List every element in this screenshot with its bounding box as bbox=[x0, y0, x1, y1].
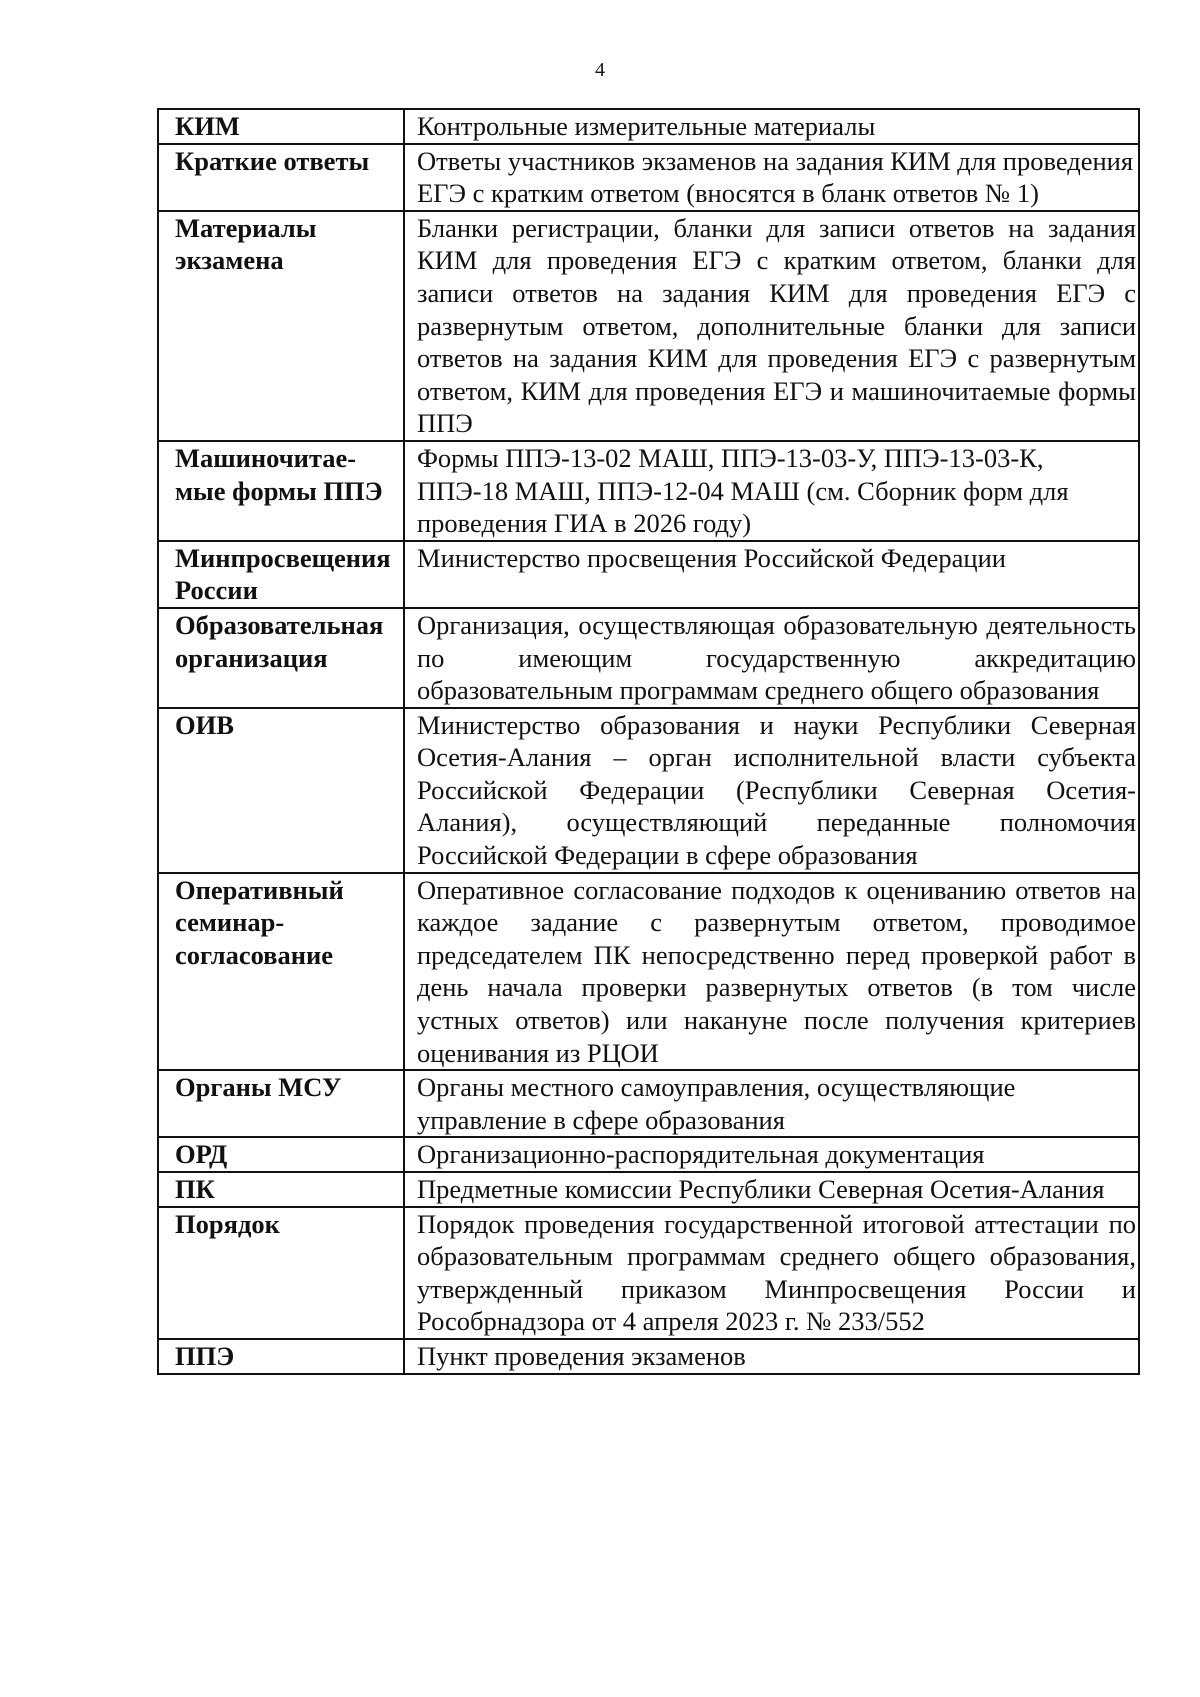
glossary-row bbox=[158, 708, 1139, 873]
term-cell: ПК bbox=[158, 1172, 404, 1207]
definition-cell: Формы ППЭ-13-02 МАШ, ППЭ-13-03-У, ППЭ-13-03-К, ППЭ-18 МАШ, ППЭ-12-04 МАШ (см. Сборник форм для проведения ГИА в 2026 году) bbox=[404, 441, 1139, 541]
definition-cell: Порядок проведения государственной итоговой аттестации по образовательным программам среднего общего образования, утвержденный приказом Минпросвещения России и Рособрнадзора от 4 апреля 2023 г. № 233/552 bbox=[404, 1207, 1139, 1339]
term-cell: Минпросвещения России bbox=[158, 541, 404, 608]
page-number: 4 bbox=[595, 59, 605, 81]
glossary-row bbox=[158, 1137, 1139, 1172]
term-cell: ОИВ bbox=[158, 708, 404, 873]
term-cell: КИМ bbox=[158, 109, 404, 144]
term-cell: Порядок bbox=[158, 1207, 404, 1339]
glossary-row bbox=[158, 441, 1139, 541]
definition-cell: Министерство образования и науки Республики Северная Осетия-Алания – орган исполнительной власти субъекта Российской Федерации (Республики Северная Осетия-Алания), осуществляющий переданные полномочия Российской Федерации в сфере образования bbox=[404, 708, 1139, 873]
term-cell: ОРД bbox=[158, 1137, 404, 1172]
definition-cell: Предметные комиссии Республики Северная Осетия-Алания bbox=[404, 1172, 1139, 1207]
term-cell: Оперативный семинар-согласование bbox=[158, 873, 404, 1071]
definition-cell: Оперативное согласование подходов к оцениванию ответов на каждое задание с развернутым ответом, проводимое председателем ПК непосредственно перед проверкой работ в день начала проверки развернутых ответов (в том числе устных ответов) или накануне после получения критериев оценивания из РЦОИ bbox=[404, 873, 1139, 1071]
term-cell: Органы МСУ bbox=[158, 1070, 404, 1137]
glossary-row bbox=[158, 541, 1139, 608]
glossary-row bbox=[158, 109, 1139, 144]
glossary-row bbox=[158, 1172, 1139, 1207]
definition-cell: Органы местного самоуправления, осуществляющие управление в сфере образования bbox=[404, 1070, 1139, 1137]
definition-cell: Министерство просвещения Российской Федерации bbox=[404, 541, 1139, 608]
glossary-table bbox=[157, 108, 1140, 1375]
definition-cell: Бланки регистрации, бланки для записи ответов на задания КИМ для проведения ЕГЭ с кратким ответом, бланки для записи ответов на задания КИМ для проведения ЕГЭ с развернутым ответом, дополнительные бланки для записи ответов на задания КИМ для проведения ЕГЭ с развернутым ответом, КИМ для проведения ЕГЭ и машиночитаемые формы ППЭ bbox=[404, 211, 1139, 441]
glossary-row bbox=[158, 211, 1139, 441]
glossary-row bbox=[158, 608, 1139, 708]
glossary-row bbox=[158, 144, 1139, 211]
glossary-body bbox=[158, 109, 1139, 1374]
term-cell: Материалы экзамена bbox=[158, 211, 404, 441]
definition-cell: Организация, осуществляющая образовательную деятельность по имеющим государственную аккредитацию образовательным программам среднего общего образования bbox=[404, 608, 1139, 708]
glossary-row bbox=[158, 1207, 1139, 1339]
term-cell: Краткие ответы bbox=[158, 144, 404, 211]
term-cell: ППЭ bbox=[158, 1339, 404, 1374]
definition-cell: Пункт проведения экзаменов bbox=[404, 1339, 1139, 1374]
glossary-row bbox=[158, 873, 1139, 1071]
definition-cell: Организационно-распорядительная документация bbox=[404, 1137, 1139, 1172]
definition-cell: Контрольные измерительные материалы bbox=[404, 109, 1139, 144]
term-cell: Машиночитае-мые формы ППЭ bbox=[158, 441, 404, 541]
definition-cell: Ответы участников экзаменов на задания КИМ для проведения ЕГЭ с кратким ответом (вносятся в бланк ответов № 1) bbox=[404, 144, 1139, 211]
term-cell: Образовательная организация bbox=[158, 608, 404, 708]
glossary-row bbox=[158, 1339, 1139, 1374]
glossary-row bbox=[158, 1070, 1139, 1137]
